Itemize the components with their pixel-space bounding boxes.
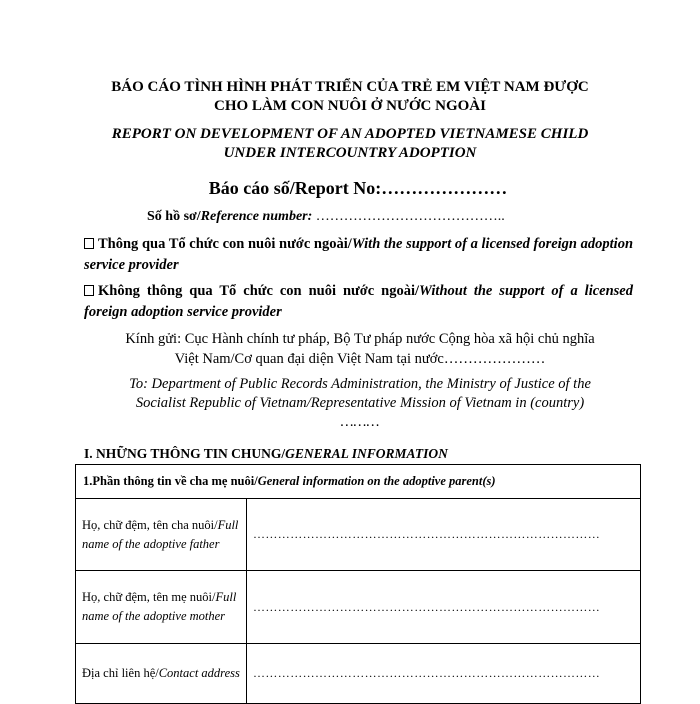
table-row	[76, 571, 641, 644]
reference-number	[147, 209, 505, 225]
title-vn-line-1: BÁO CÁO TÌNH HÌNH PHÁT TRIỂN CỦA TRẺ EM VIỆT NAM ĐƯỢC	[111, 79, 589, 95]
recipient-en-line-1: To: Department of Public Records Administration, the Ministry of Justice of the	[129, 376, 591, 392]
adoptive-father-label-vn: Họ, chữ đệm, tên cha nuôi/	[82, 517, 218, 532]
option-with-provider	[84, 234, 633, 276]
adoptive-mother-label	[76, 571, 247, 644]
reference-label-en: Reference number:	[200, 209, 313, 224]
section-heading-en: GENERAL INFORMATION	[285, 446, 448, 461]
contact-address-label	[76, 644, 247, 704]
option-without-provider	[84, 281, 633, 323]
option-with-provider-en: With the support of a licensed foreign adoption service provider	[84, 236, 634, 273]
recipient-english	[70, 375, 650, 432]
recipient-en-line-3: ………	[340, 414, 380, 430]
title-english	[70, 125, 630, 163]
title-vn-line-2: CHO LÀM CON NUÔI Ở NƯỚC NGOÀI	[214, 98, 486, 114]
contact-address-label-en: Contact address	[158, 666, 240, 680]
recipient-vietnamese	[70, 329, 650, 369]
part1-header-vn: 1.Phần thông tin về cha mẹ nuôi/	[83, 474, 258, 488]
title-vietnamese	[70, 78, 630, 116]
title-en-line-1: REPORT ON DEVELOPMENT OF AN ADOPTED VIETNAMESE CHILD	[111, 126, 589, 142]
section-heading-vn: I. NHỮNG THÔNG TIN CHUNG/	[84, 446, 286, 461]
table-row	[76, 499, 641, 571]
adoptive-father-label	[76, 499, 247, 571]
adoptive-mother-label-vn: Họ, chữ đệm, tên mẹ nuôi/	[82, 590, 216, 604]
adoptive-mother-field[interactable]: …………………………………………………………………………	[247, 571, 641, 644]
recipient-en-line-2: Socialist Republic of Vietnam/Representative Mission of Vietnam in (country)	[135, 395, 585, 411]
checkbox-with-provider-icon[interactable]	[84, 238, 94, 249]
contact-address-label-vn: Địa chỉ liên hệ/	[82, 666, 159, 680]
option-with-provider-vn: Thông qua Tổ chức con nuôi nước ngoài/	[98, 236, 352, 252]
part1-header	[76, 465, 641, 499]
adoptive-mother-label-en: Full name of the adoptive mother	[82, 590, 237, 623]
checkbox-without-provider-icon[interactable]	[84, 285, 94, 296]
adoptive-father-label-en: Full name of the adoptive father	[82, 517, 239, 551]
option-without-provider-en: Without the support of a licensed foreign adoption service provider	[84, 283, 633, 320]
adoptive-parents-table	[75, 464, 641, 704]
report-number: Báo cáo số/Report No:…………………	[208, 178, 508, 198]
section-general-information-heading	[84, 446, 448, 462]
recipient-vn-line-1: Kính gửi: Cục Hành chính tư pháp, Bộ Tư pháp nước Cộng hòa xã hội chủ nghĩa	[125, 331, 595, 347]
contact-address-field[interactable]: …………………………………………………………………………	[247, 644, 641, 704]
reference-label-vn: Số hồ sơ/	[147, 209, 201, 224]
recipient-vn-line-2: Việt Nam/Cơ quan đại diện Việt Nam tại nước…………………	[174, 351, 546, 367]
table-row	[76, 644, 641, 704]
option-without-provider-vn: Không thông qua Tổ chức con nuôi nước ngoài/	[98, 283, 420, 299]
table-header-row	[76, 465, 641, 499]
part1-header-en: General information on the adoptive parent(s)	[257, 474, 496, 488]
reference-value[interactable]: …………………………………..	[312, 209, 505, 224]
adoptive-father-field[interactable]: …………………………………………………………………………	[247, 499, 641, 571]
title-en-line-2: UNDER INTERCOUNTRY ADOPTION	[223, 145, 477, 161]
